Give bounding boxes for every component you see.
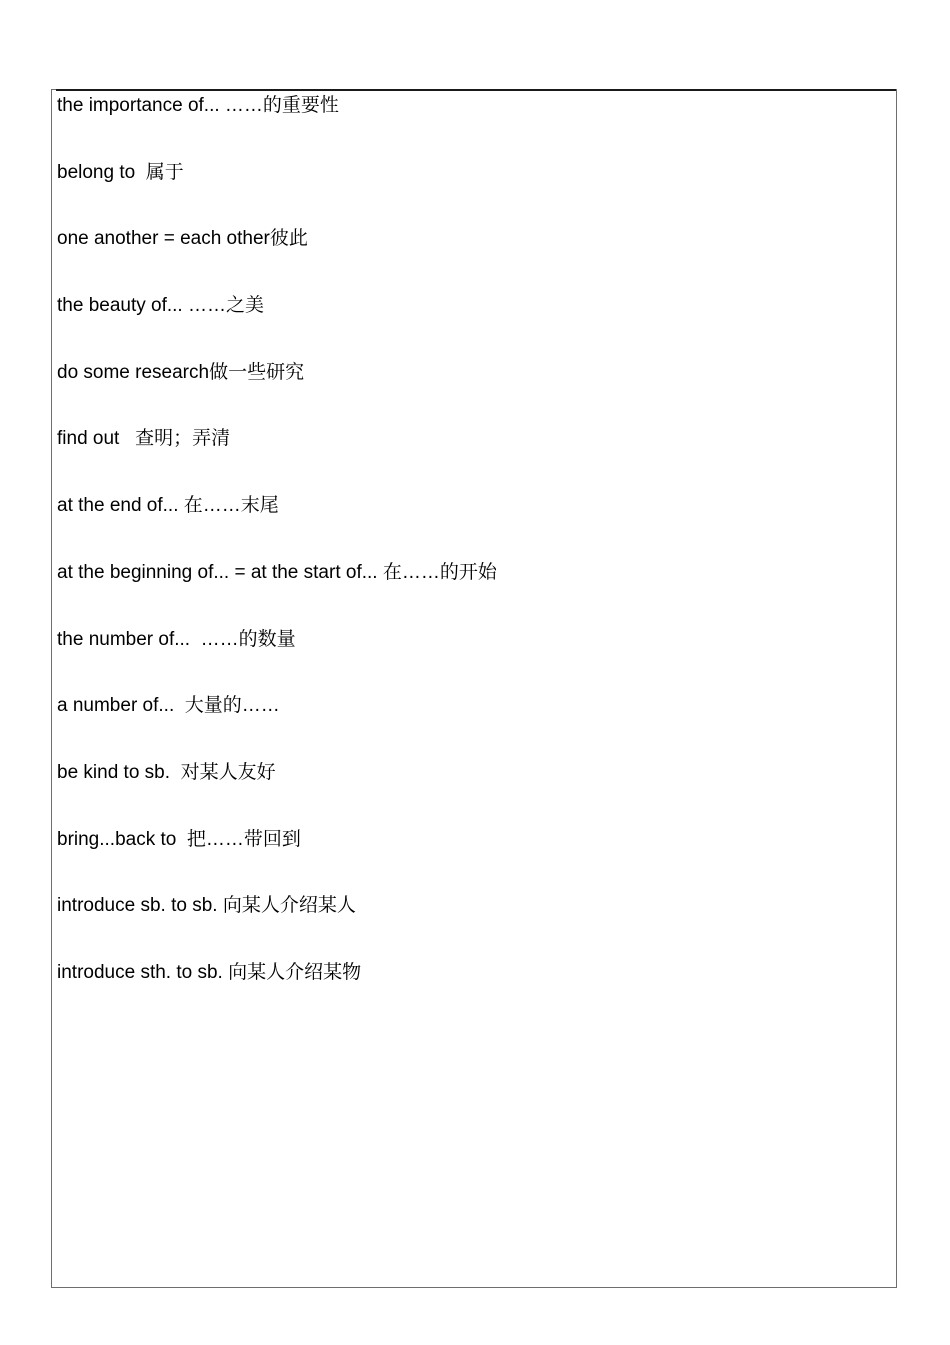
phrase-item: the importance of... ……的重要性 (57, 95, 339, 116)
phrase-list (57, 94, 497, 1028)
phrase-item: at the beginning of... = at the start of... 在……的开始 (57, 561, 497, 583)
phrase-item: belong to 属于 (57, 161, 184, 183)
phrase-item: one another = each other彼此 (57, 228, 308, 250)
phrase-item: at the end of... 在……末尾 (57, 495, 279, 517)
phrase-item: a number of... 大量的…… (57, 695, 280, 717)
phrase-item: introduce sth. to sb. 向某人介绍某物 (57, 961, 362, 983)
top-border-rule (56, 89, 896, 91)
phrase-item: the number of... ……的数量 (57, 628, 296, 650)
phrase-item: bring...back to 把……带回到 (57, 828, 301, 850)
phrase-item: be kind to sb. 对某人友好 (57, 761, 276, 783)
phrase-item: introduce sb. to sb. 向某人介绍某人 (57, 895, 356, 917)
phrase-item: the beauty of... ……之美 (57, 295, 264, 317)
phrase-item: do some research做一些研究 (57, 361, 305, 383)
phrase-item: find out 查明；弄清 (57, 428, 231, 450)
